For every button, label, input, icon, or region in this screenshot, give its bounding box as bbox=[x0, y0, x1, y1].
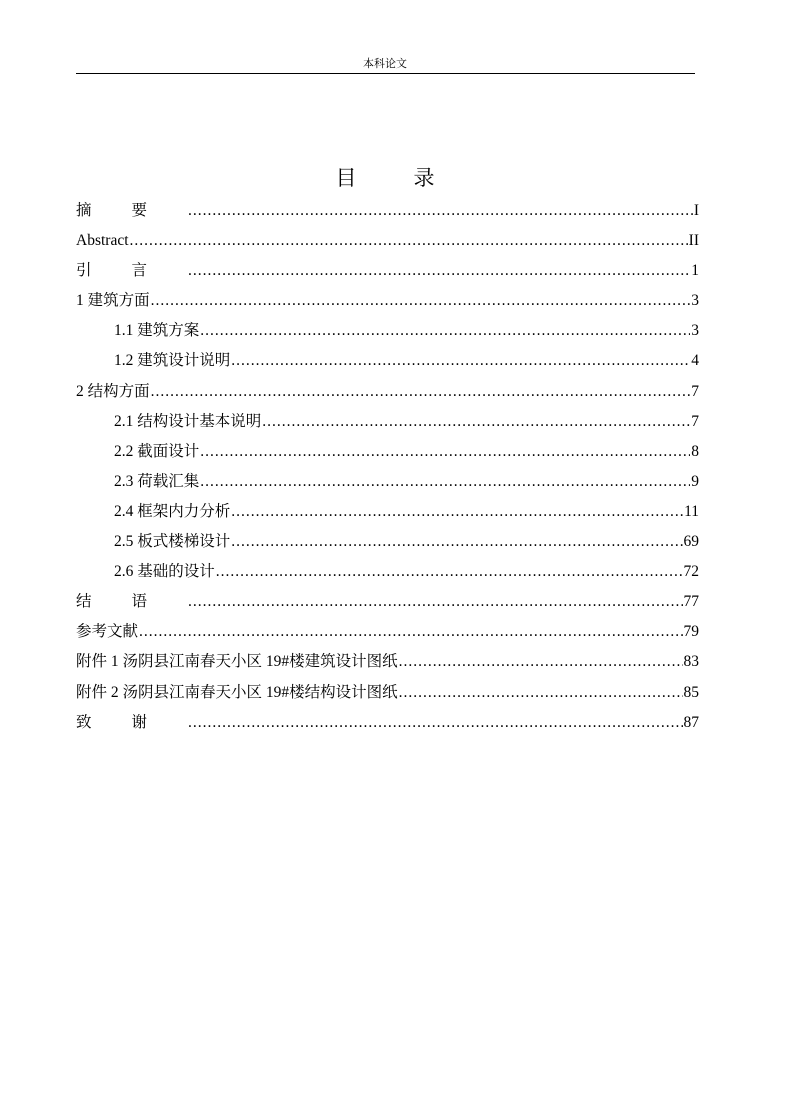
toc-entry-page: 87 bbox=[683, 713, 699, 731]
toc-entry-label: 致谢 bbox=[76, 713, 188, 731]
toc-entry-page: 77 bbox=[683, 593, 699, 611]
toc-entry bbox=[76, 346, 699, 376]
toc-entry-label: 2.6 基础的设计 bbox=[114, 563, 215, 581]
toc-leader-dots bbox=[231, 527, 682, 557]
toc-entry bbox=[76, 467, 699, 497]
toc-leader-dots bbox=[151, 377, 691, 407]
toc-leader-dots bbox=[399, 678, 683, 708]
toc-entry-page: 9 bbox=[691, 472, 699, 490]
page-header: 本科论文 bbox=[363, 58, 407, 70]
toc-leader-dots bbox=[231, 346, 690, 376]
toc-entry bbox=[76, 437, 699, 467]
toc-entry-page: 3 bbox=[691, 322, 699, 340]
toc-entry-label: 2.1 结构设计基本说明 bbox=[114, 412, 262, 430]
toc-leader-dots bbox=[200, 437, 690, 467]
toc-entry bbox=[76, 196, 699, 226]
toc-entry-page: 72 bbox=[683, 563, 699, 581]
toc-entry-page: 79 bbox=[683, 623, 699, 641]
toc-entry bbox=[76, 708, 699, 738]
toc-entry-page: 11 bbox=[684, 502, 699, 520]
toc-leader-dots bbox=[188, 256, 690, 286]
toc-leader-dots bbox=[262, 407, 690, 437]
toc-entry-page: 7 bbox=[691, 382, 699, 400]
toc-entry-label: 摘要 bbox=[76, 202, 188, 219]
toc-entry bbox=[76, 407, 699, 437]
toc-entry-page: 7 bbox=[691, 412, 699, 430]
toc-title: 目 录 bbox=[335, 166, 453, 190]
toc-entry-page: 83 bbox=[683, 653, 699, 671]
toc-entry bbox=[76, 527, 699, 557]
toc-entry-label: 2 结构方面 bbox=[76, 382, 150, 400]
toc-entry bbox=[76, 226, 699, 256]
toc-leader-dots bbox=[231, 497, 683, 527]
toc-entry-page: 8 bbox=[691, 442, 699, 460]
table-of-contents bbox=[76, 196, 699, 738]
toc-entry bbox=[76, 316, 699, 346]
toc-entry-label: 2.4 框架内力分析 bbox=[114, 502, 231, 520]
toc-entry-label: 1.1 建筑方案 bbox=[114, 322, 200, 340]
toc-entry-label: 1 建筑方面 bbox=[76, 292, 150, 310]
toc-entry-label: 附件 1 汤阴县江南春天小区 19#楼建筑设计图纸 bbox=[76, 653, 398, 671]
toc-entry bbox=[76, 678, 699, 708]
toc-entry bbox=[76, 647, 699, 677]
toc-entry bbox=[76, 617, 699, 647]
toc-entry-label: 2.3 荷载汇集 bbox=[114, 472, 200, 490]
toc-entry-page: 3 bbox=[691, 292, 699, 310]
toc-entry bbox=[76, 557, 699, 587]
toc-leader-dots bbox=[188, 708, 682, 738]
toc-leader-dots bbox=[188, 196, 693, 226]
toc-entry bbox=[76, 587, 699, 617]
header-divider bbox=[76, 73, 695, 74]
toc-entry-page: I bbox=[693, 202, 699, 219]
toc-entry bbox=[76, 286, 699, 316]
toc-entry-label: 2.2 截面设计 bbox=[114, 442, 200, 460]
toc-entry bbox=[76, 497, 699, 527]
toc-entry bbox=[76, 377, 699, 407]
toc-entry-page: II bbox=[688, 232, 699, 250]
toc-leader-dots bbox=[130, 226, 688, 256]
toc-entry-label: 附件 2 汤阴县江南春天小区 19#楼结构设计图纸 bbox=[76, 683, 398, 701]
toc-entry-label: 2.5 板式楼梯设计 bbox=[114, 533, 231, 551]
toc-entry-label: 参考文献 bbox=[76, 623, 139, 641]
toc-leader-dots bbox=[399, 647, 683, 677]
toc-entry-page: 1 bbox=[691, 262, 699, 280]
toc-entry-label: 引言 bbox=[76, 262, 188, 280]
toc-entry bbox=[76, 256, 699, 286]
toc-entry-label: 结语 bbox=[76, 593, 188, 611]
toc-leader-dots bbox=[216, 557, 683, 587]
toc-leader-dots bbox=[151, 286, 691, 316]
toc-leader-dots bbox=[200, 467, 690, 497]
toc-leader-dots bbox=[139, 617, 682, 647]
toc-leader-dots bbox=[188, 587, 682, 617]
toc-entry-label: Abstract bbox=[76, 232, 129, 250]
toc-entry-label: 1.2 建筑设计说明 bbox=[114, 352, 231, 370]
toc-entry-page: 69 bbox=[683, 533, 699, 551]
toc-leader-dots bbox=[200, 316, 690, 346]
toc-entry-page: 85 bbox=[683, 683, 699, 701]
toc-entry-page: 4 bbox=[691, 352, 699, 370]
